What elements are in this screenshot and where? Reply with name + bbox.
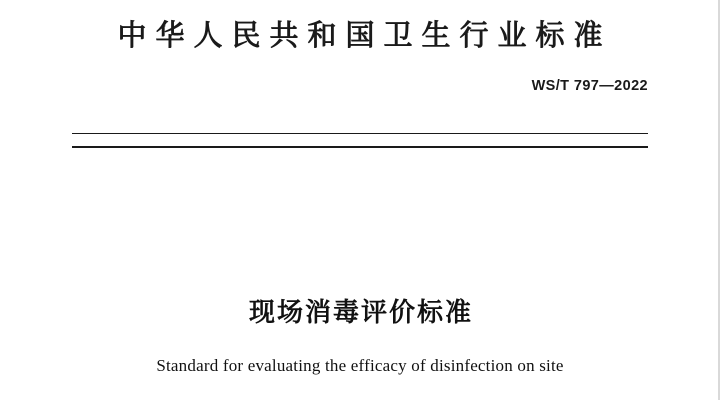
page-subtitle-english: Standard for evaluating the efficacy of disinfection on site <box>156 356 564 375</box>
page-header-title: 中华人民共和国卫生行业标准 <box>117 20 612 52</box>
header-divider-upper <box>72 133 648 134</box>
standard-number: WS/T 797—2022 <box>531 78 648 94</box>
header-divider-lower <box>72 146 648 148</box>
page-title: 现场消毒评价标准 <box>248 298 473 327</box>
